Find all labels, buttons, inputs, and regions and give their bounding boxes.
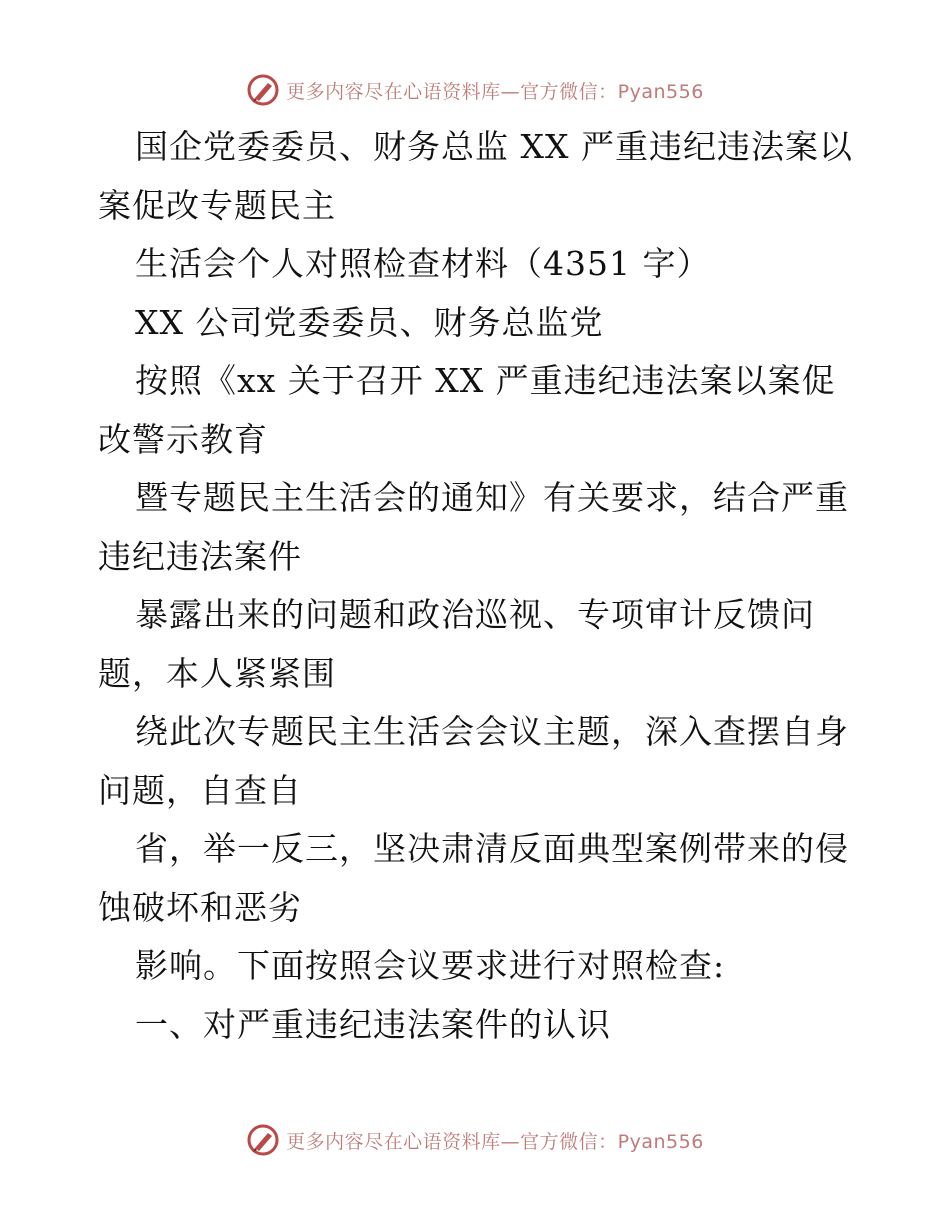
text-line: 生活会个人对照检查材料（4351 字） xyxy=(135,244,711,283)
text-line: 案促改专题民主 xyxy=(98,185,336,225)
text-line: 暴露出来的问题和政治巡视、专项审计反馈问 xyxy=(135,595,815,634)
text-line: XX 公司党委委员、财务总监党 xyxy=(135,302,604,342)
text-line: 影响。下面按照会议要求进行对照检查: xyxy=(135,946,726,985)
text-line: 改警示教育 xyxy=(98,419,268,459)
pen-logo-icon xyxy=(246,1123,280,1157)
header-watermark xyxy=(0,70,950,110)
text-line: 蚀破坏和恶劣 xyxy=(98,887,302,927)
document-body xyxy=(98,118,858,1054)
text-line: 国企党委委员、财务总监 XX 严重违纪违法案以 xyxy=(135,127,853,166)
text-line: 问题，自查自 xyxy=(98,770,302,810)
text-line: 绕此次专题民主生活会会议主题，深入查摆自身 xyxy=(135,712,849,751)
text-line: 题，本人紧紧围 xyxy=(98,653,336,693)
text-line: 违纪违法案件 xyxy=(98,536,302,576)
text-line: 一、对严重违纪违法案件的认识 xyxy=(135,1004,611,1044)
pen-logo-icon xyxy=(246,73,280,107)
watermark-text: 更多内容尽在心语资料库—官方微信：Pyan556 xyxy=(286,80,704,103)
watermark-text: 更多内容尽在心语资料库—官方微信：Pyan556 xyxy=(286,1130,704,1153)
text-line: 暨专题民主生活会的通知》有关要求，结合严重 xyxy=(135,478,849,517)
text-line: 按照《xx 关于召开 XX 严重违纪违法案以案促 xyxy=(135,361,836,400)
footer-watermark xyxy=(0,1120,950,1160)
text-line: 省，举一反三，坚决肃清反面典型案例带来的侵 xyxy=(135,829,849,868)
